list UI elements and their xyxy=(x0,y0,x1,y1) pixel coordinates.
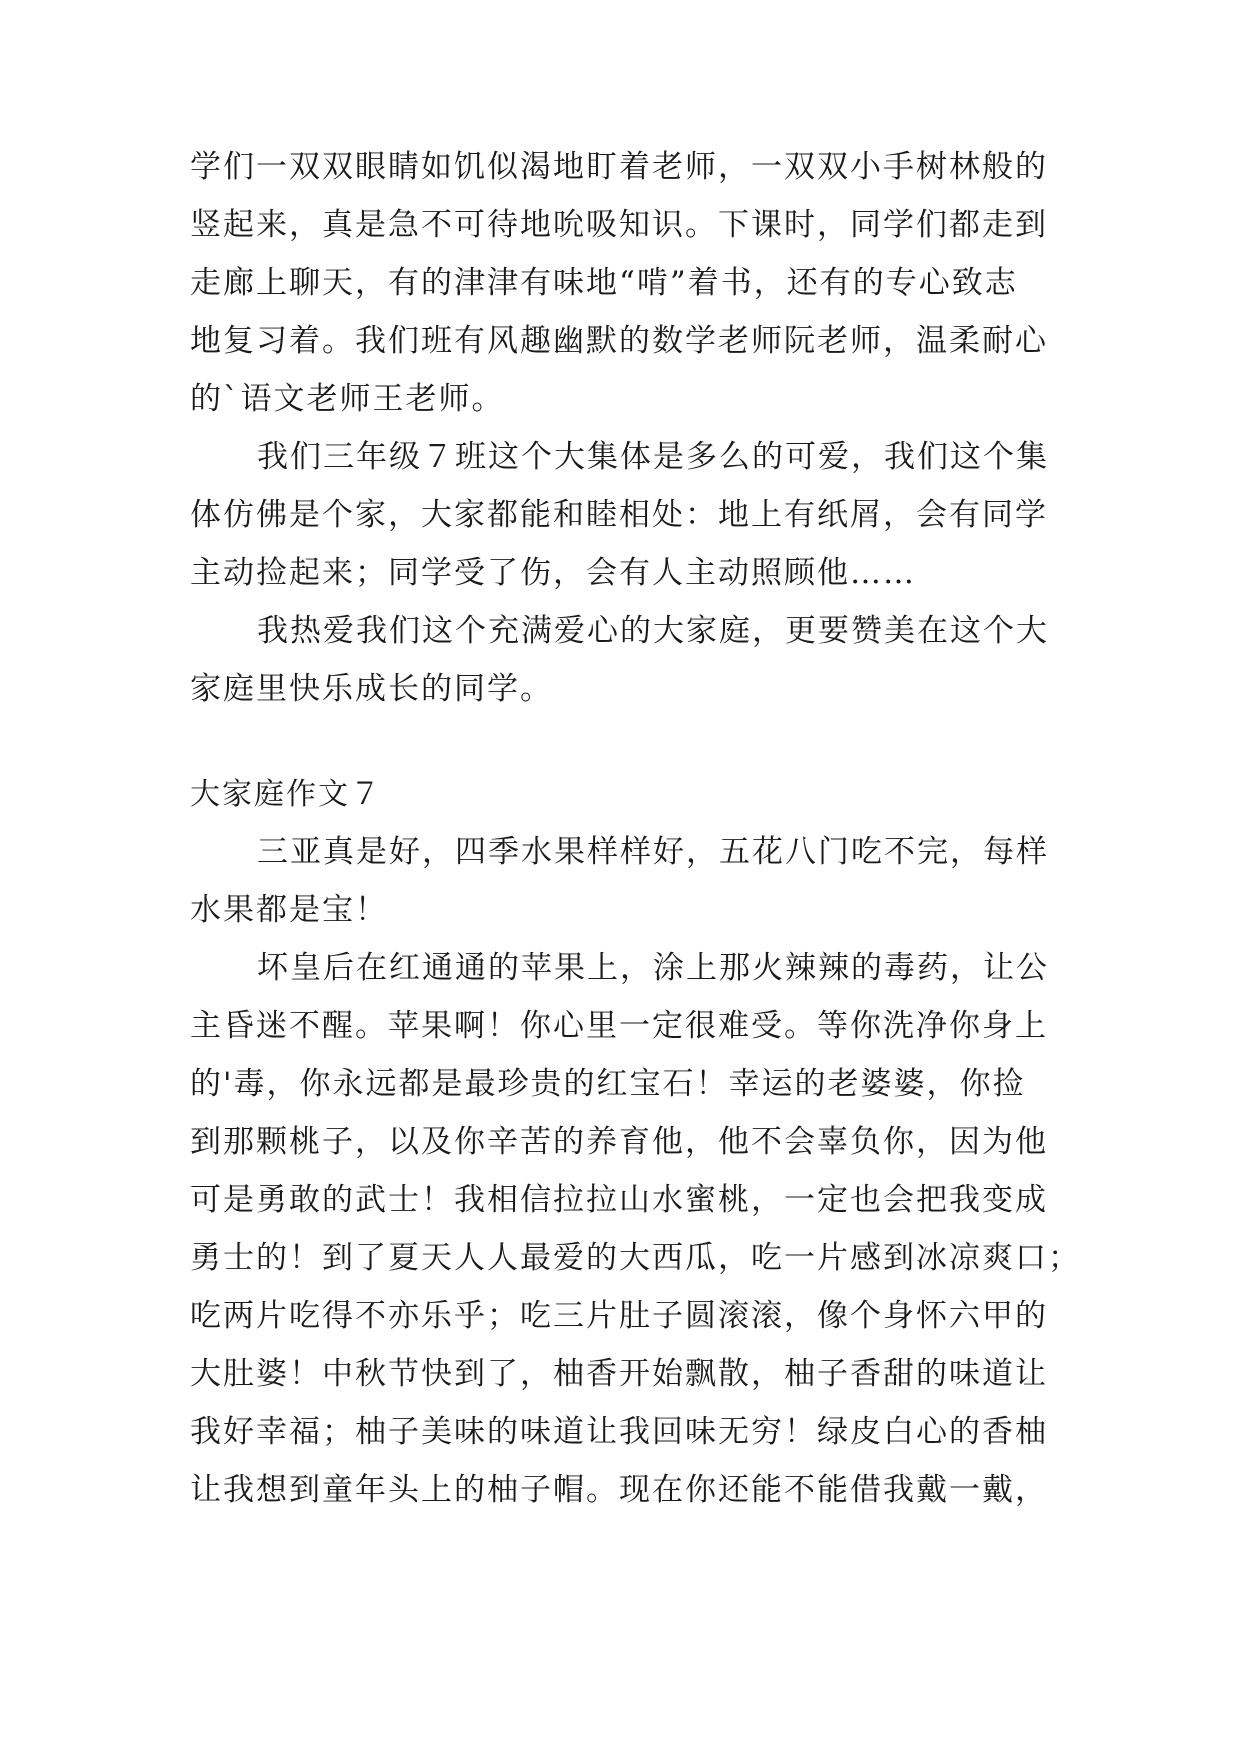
text-line: 地复习着。我们班有风趣幽默的数学老师阮老师，温柔耐心 xyxy=(190,323,1048,359)
section-heading: 大家庭作文７ xyxy=(190,777,382,812)
text-line: 竖起来，真是急不可待地吮吸知识。下课时，同学们都走到 xyxy=(190,207,1048,243)
text-line: 三亚真是好，四季水果样样好，五花八门吃不完，每样 xyxy=(257,834,1049,870)
text-line: 主动捡起来；同学受了伤，会有人主动照顾他…… xyxy=(190,555,916,591)
text-line: 吃两片吃得不亦乐乎；吃三片肚子圆滚滚，像个身怀六甲的 xyxy=(190,1298,1048,1334)
text-line: 我热爱我们这个充满爱心的大家庭，更要赞美在这个大 xyxy=(257,613,1049,649)
text-line: 家庭里快乐成长的同学。 xyxy=(190,671,553,707)
text-line: 体仿佛是个家，大家都能和睦相处：地上有纸屑，会有同学 xyxy=(190,497,1048,533)
text-line: 大肚婆！中秋节快到了，柚香开始飘散，柚子香甜的味道让 xyxy=(190,1356,1048,1392)
text-line: 坏皇后在红通通的苹果上，涂上那火辣辣的毒药，让公 xyxy=(257,950,1049,986)
text-line: 水果都是宝！ xyxy=(190,892,388,928)
text-line: 学们一双双眼睛如饥似渴地盯着老师，一双双小手树林般的 xyxy=(190,149,1048,185)
text-line: 到那颗桃子，以及你辛苦的养育他，他不会辜负你，因为他 xyxy=(190,1124,1048,1160)
text-line: 我好幸福；柚子美味的味道让我回味无穷！绿皮白心的香柚 xyxy=(190,1414,1048,1450)
text-line: 我们三年级７班这个大集体是多么的可爱，我们这个集 xyxy=(257,439,1049,475)
text-line: 走廊上聊天，有的津津有味地“啃”着书，还有的专心致志 xyxy=(190,265,1018,301)
text-line: 可是勇敢的武士！我相信拉拉山水蜜桃，一定也会把我变成 xyxy=(190,1182,1048,1218)
text-line: 的`语文老师王老师。 xyxy=(190,381,505,417)
text-line: 勇士的！到了夏天人人最爱的大西瓜，吃一片感到冰凉爽口； xyxy=(190,1240,1081,1276)
text-line: 的'毒，你永远都是最珍贵的红宝石！幸运的老婆婆，你捡 xyxy=(190,1066,1026,1102)
text-line: 主昏迷不醒。苹果啊！你心里一定很难受。等你洗净你身上 xyxy=(190,1008,1048,1044)
text-line: 让我想到童年头上的柚子帽。现在你还能不能借我戴一戴， xyxy=(190,1472,1048,1508)
